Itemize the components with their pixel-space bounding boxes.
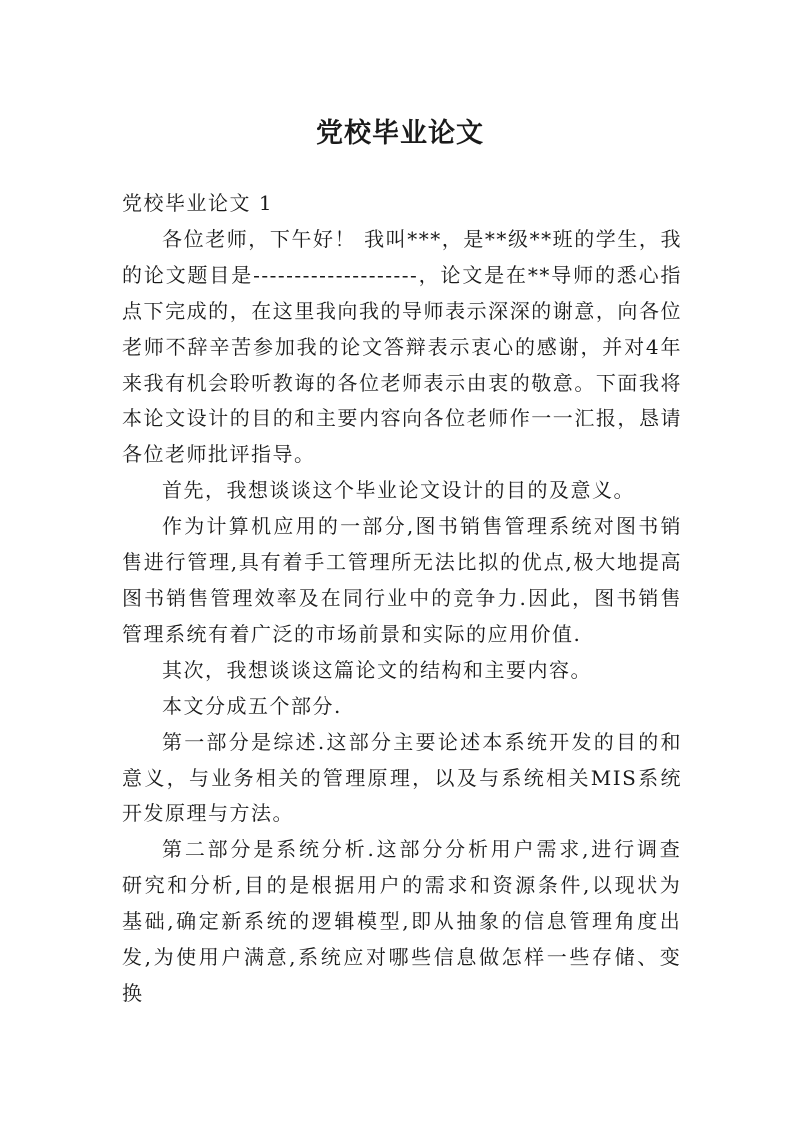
paragraph-purpose-intro: 首先，我想谈谈这个毕业论文设计的目的及意义。 <box>162 478 635 503</box>
paragraph-five-parts: 本文分成五个部分. <box>162 693 342 718</box>
document-body <box>122 186 682 1012</box>
paragraph-structure-intro: 其次，我想谈谈这篇论文的结构和主要内容。 <box>162 657 592 682</box>
document-title: 党校毕业论文 <box>316 118 484 150</box>
paragraph-purpose: 作为计算机应用的一部分,图书销售管理系统对图书销售进行管理,具有着手工管理所无法比拟的优点,极大地提高图书销售管理效率及在同行业中的竞争力.因此，图书销售管理系统有着广泛的市场前景和实际的应用价值. <box>122 514 682 646</box>
paragraph-part-two: 第二部分是系统分析.这部分分析用户需求,进行调查研究和分析,目的是根据用户的需求和资源条件,以现状为基础,确定新系统的逻辑模型,即从抽象的信息管理角度出发,为使用户满意,系统应对哪些信息做怎样一些存储、变换 <box>122 837 682 1005</box>
paragraph-greeting: 各位老师，下午好！ 我叫***，是**级**班的学生，我的论文题目是--------------------，论文是在**导师的悉心指点下完成的，在这里我向我的导师表示深深的谢意，向各位老师不辞辛苦参加我的论文答辩表示衷心的感谢，并对4年来我有机会聆听教诲的各位老师表示由衷的敬意。下面我将本论文设计的目的和主要内容向各位老师作一一汇报，恳请各位老师批评指导。 <box>122 226 682 467</box>
document-subtitle: 党校毕业论文 1 <box>122 191 274 215</box>
paragraph-part-one: 第一部分是综述.这部分主要论述本系统开发的目的和意义，与业务相关的管理原理，以及与系统相关MIS系统开发原理与方法。 <box>122 729 682 826</box>
